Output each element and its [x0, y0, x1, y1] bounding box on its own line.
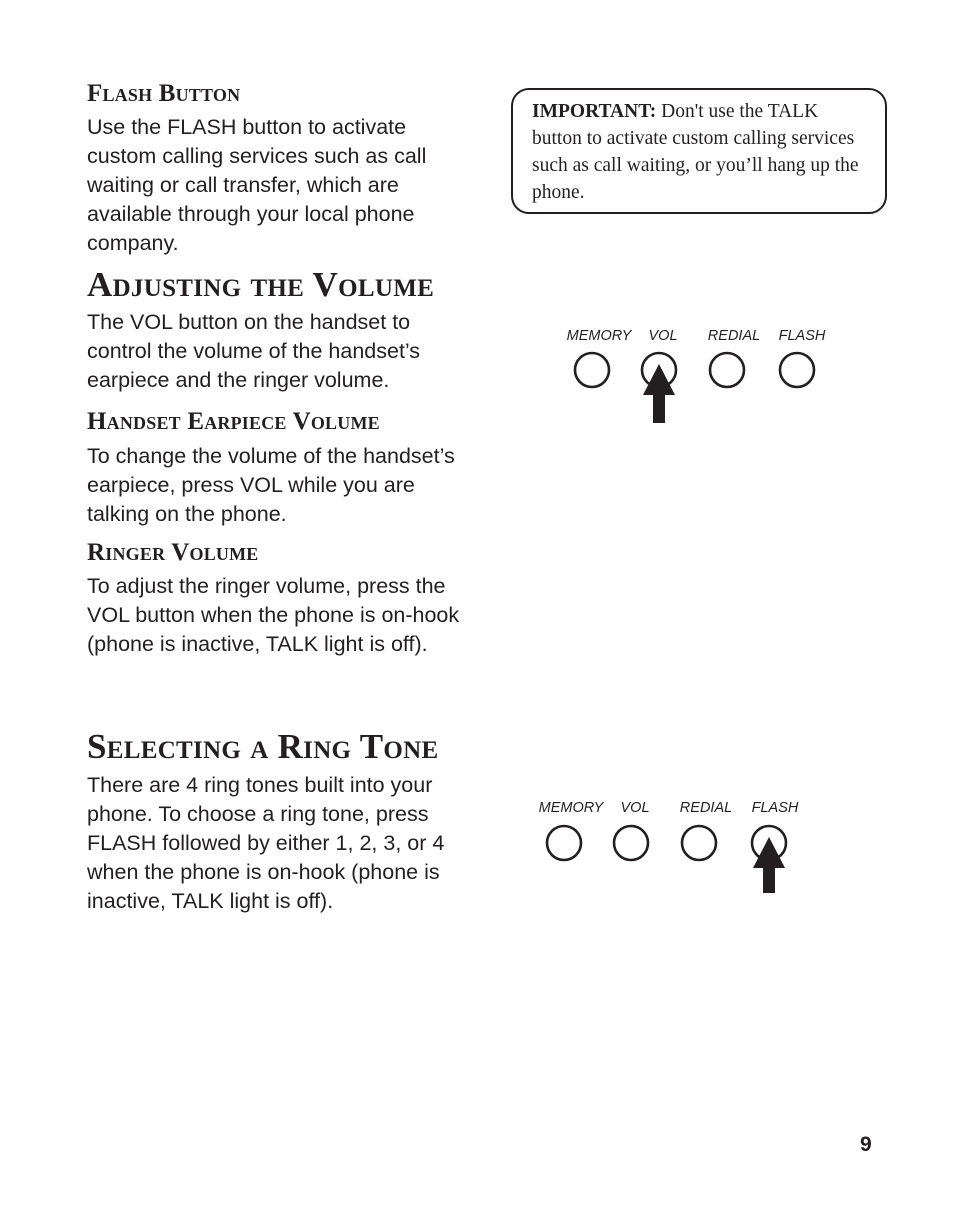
flash-button-heading: Flash Button — [87, 80, 241, 107]
callout-text: Don't use the TALK button to activate custom calling services such as call waiting, or you’ll hang up the phone. — [532, 101, 859, 203]
adjusting-volume-text: The VOL button on the handset to control the volume of the handset’s earpiece and the ringer volume. — [87, 310, 421, 392]
memory-button-icon — [575, 353, 609, 387]
diagram-label-flash: FLASH — [751, 800, 799, 816]
flash-button-icon — [780, 353, 814, 387]
diagram-label-vol: VOL — [620, 800, 650, 816]
redial-button-icon — [682, 826, 716, 860]
vol-button-row — [560, 345, 840, 430]
redial-button-icon — [710, 353, 744, 387]
ringer-volume-heading: Ringer Volume — [87, 539, 259, 566]
diagram-label-memory: MEMORY — [538, 800, 604, 816]
diagram-label-redial: REDIAL — [679, 800, 733, 816]
flash-button-row — [532, 818, 812, 903]
ring-tone-heading: Selecting a Ring Tone — [87, 727, 439, 766]
diagram-label-redial: REDIAL — [707, 328, 761, 344]
diagram-label-vol: VOL — [648, 328, 678, 344]
handset-earpiece-heading: Handset Earpiece Volume — [87, 408, 380, 435]
memory-button-icon — [547, 826, 581, 860]
ring-tone-text: There are 4 ring tones built into your phone. To choose a ring tone, press FLASH followed by either 1, 2, 3, or 4 when the phone is on-hook (phone is inactive, TALK light is off). — [87, 773, 445, 913]
page-number: 9 — [860, 1133, 872, 1156]
adjusting-volume-heading: Adjusting the Volume — [87, 265, 435, 304]
handset-earpiece-text: To change the volume of the handset’s earpiece, press VOL while you are talking on the phone. — [87, 444, 455, 526]
vol-button-icon — [614, 826, 648, 860]
callout-lead: IMPORTANT: — [532, 101, 657, 122]
arrow-up-icon — [753, 837, 785, 893]
diagram-label-memory: MEMORY — [566, 328, 632, 344]
diagram-label-flash: FLASH — [778, 328, 826, 344]
ringer-volume-text: To adjust the ringer volume, press the VOL button when the phone is on-hook (phone is inactive, TALK light is off). — [87, 574, 460, 656]
arrow-up-icon — [643, 364, 675, 423]
important-callout — [511, 88, 887, 214]
flash-button-text: Use the FLASH button to activate custom calling services such as call waiting or call transfer, which are available through your local phone company. — [87, 115, 427, 255]
